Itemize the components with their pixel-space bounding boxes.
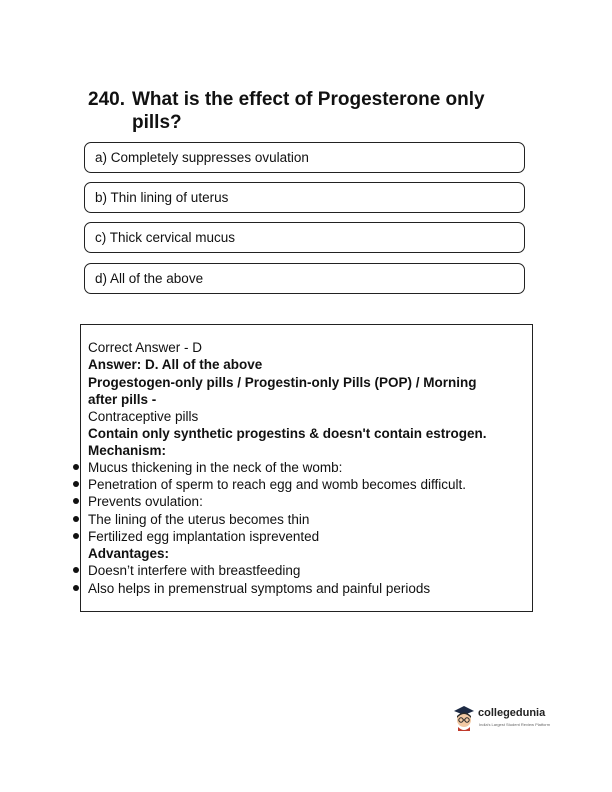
correct-answer: Correct Answer - D [88,340,203,355]
logo-name: collegedunia [478,707,546,719]
bullet-icon [73,516,79,522]
bullet-icon [73,464,79,470]
option-a[interactable]: a) Completely suppresses ovulation [84,142,525,173]
question-title [88,88,528,134]
contraceptive-pills: Contraceptive pills [88,409,199,424]
option-d[interactable]: d) All of the above [84,263,525,294]
collegedunia-logo [452,705,562,735]
bullet-icon [73,498,79,504]
bullet-icon [73,481,79,487]
bullet-icon [73,585,79,591]
mechanism-item: The lining of the uterus becomes thin [88,512,310,527]
mechanism-item: Penetration of sperm to reach egg and womb becomes difficult. [88,477,466,492]
mechanism-item: Prevents ovulation: [88,494,203,509]
answer-line: Answer: D. All of the above [88,357,263,372]
question-text-line2: pills? [132,112,182,133]
mechanism-item: Fertilized egg implantation isprevented [88,529,320,544]
logo-tagline: India's Largest Student Review Platform [479,722,551,727]
advantage-item: Also helps in premenstrual symptoms and painful periods [88,581,431,596]
option-c[interactable]: c) Thick cervical mucus [84,222,525,253]
question-text-line1: What is the effect of Progesterone only [132,89,485,110]
student-mascot-icon [452,705,476,731]
pop-heading-cont: after pills - [88,392,157,407]
mechanism-title: Mechanism: [88,443,167,458]
advantage-item: Doesn’t interfere with breastfeeding [88,563,301,578]
question-number: 240. [88,89,125,110]
bullet-icon [73,567,79,573]
contain-line: Contain only synthetic progestins & doesn't contain estrogen. [88,426,487,441]
pop-heading: Progestogen-only pills / Progestin-only Pills (POP) / Morning [88,375,477,390]
bullet-icon [73,533,79,539]
option-b[interactable]: b) Thin lining of uterus [84,182,525,213]
advantages-title: Advantages: [88,546,170,561]
mechanism-item: Mucus thickening in the neck of the womb: [88,460,343,475]
